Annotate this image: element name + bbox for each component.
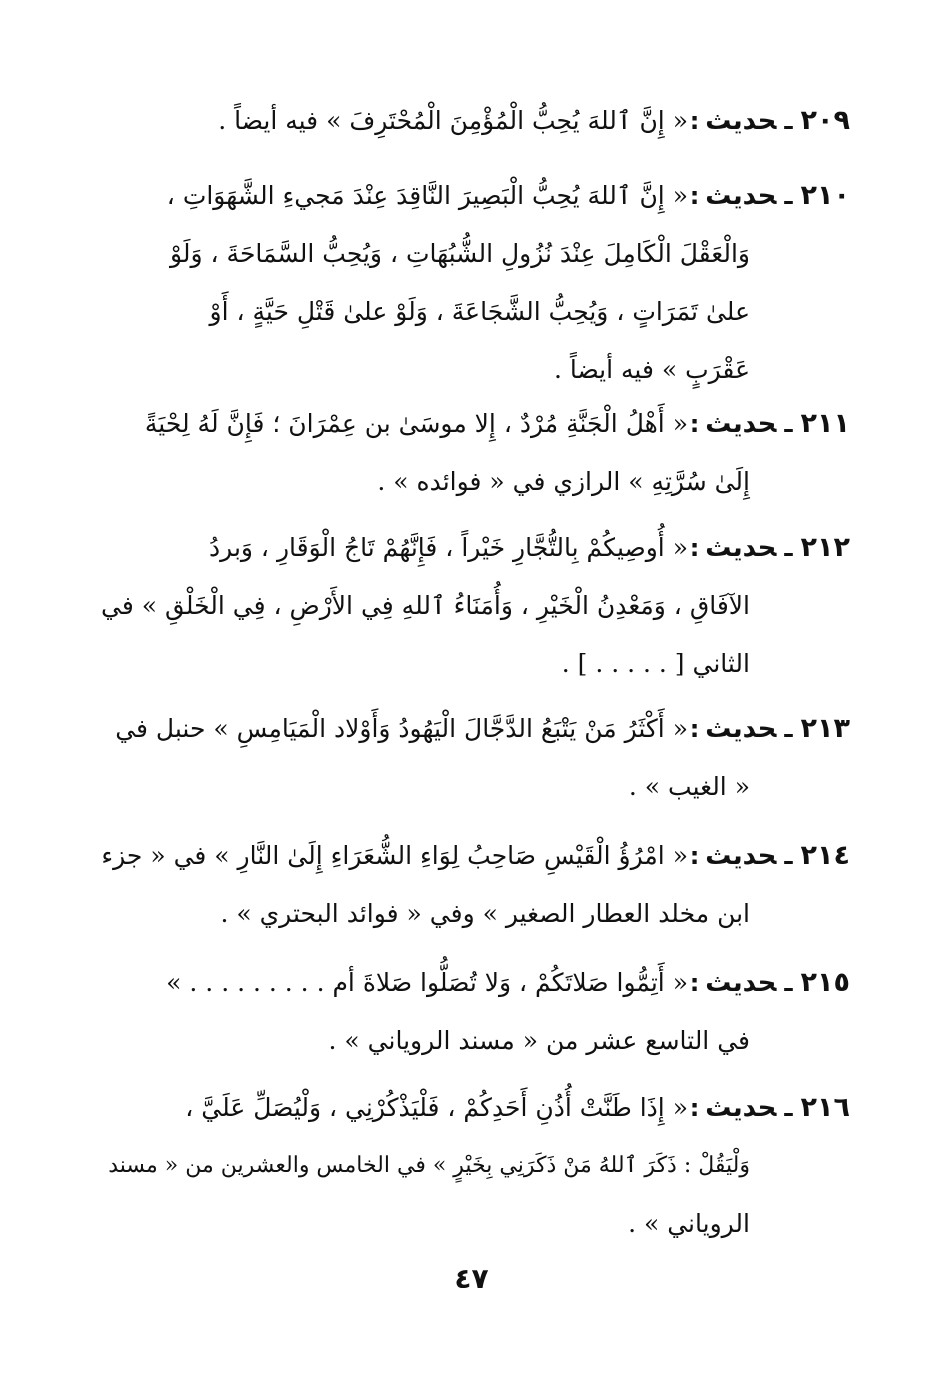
document-page [100,0,850,1375]
entry-text: « إِنَّ ٱللهَ يُحِبُّ الْمُؤْمِنَ الْمُحْتَرِفَ » فيه أيضاً . [218,106,688,135]
entry-line [100,395,850,453]
entry-heading: ٢١٥ـحديث: [689,967,850,998]
entry-line [100,1137,850,1195]
entry-heading: ٢١٣ـحديث: [689,713,850,744]
hadith-entry-214 [100,827,850,943]
entry-line [100,954,850,1012]
entry-number: ٢١٤ [800,840,850,871]
entry-label: حديث [705,106,777,136]
hadith-entry-211 [100,395,850,511]
entry-heading: ٢١٠ـحديث: [689,180,850,211]
entry-text: « الغيب » . [628,772,750,801]
entry-number: ٢١١ [800,408,850,439]
entry-line [100,758,850,816]
entry-label: حديث [705,533,777,563]
entry-label: حديث [705,1093,777,1123]
entry-text: علىٰ تَمَرَاتٍ ، وَيُحِبُّ الشَّجَاعَةَ ، وَلَوْ علىٰ قَتْلِ حَيَّةٍ ، أَوْ [209,297,750,326]
hadith-entry-215 [100,954,850,1070]
entry-text: « أُوصِيكُمْ بِالتُّجَّارِ خَيْراً ، فَإِنَّهُمْ تَاجُ الْوَقَارِ ، وَبردُ [209,533,688,562]
entry-text: الروياني » . [628,1209,750,1238]
entry-text: « أَهْلُ الْجَنَّةِ مُرْدٌ ، إِلا موسَىٰ بن عِمْرَانَ ؛ فَإِنَّ لَهُ لِحْيَةً [144,409,688,438]
hadith-entry-210 [100,167,850,399]
entry-line [100,700,850,758]
entry-text: الثاني [ . . . . . ] . [561,649,750,678]
entry-text: في التاسع عشر من « مسند الروياني » . [328,1026,750,1055]
entry-text: وَلْيَقُلْ : ذَكَرَ ٱللهُ مَنْ ذَكَرَنِي بِخَيْرٍ » في الخامس والعشرين من « مسند [108,1153,750,1178]
entry-line [100,167,850,225]
entry-line [100,635,850,693]
entry-heading: ٢١٤ـحديث: [689,840,850,871]
entry-label: حديث [705,968,777,998]
entry-line [100,225,850,283]
entry-line [100,453,850,511]
entry-line [100,1195,850,1253]
entry-text: « أَكْثَرُ مَنْ يَتْبَعُ الدَّجَّالَ الْيَهُودُ وَأَوْلاد الْمَيَامِسِ » حنبل في [115,714,688,743]
entry-text: « امْرُؤُ الْقَيْسِ صَاحِبُ لِوَاءِ الشُّعَرَاءِ إِلَىٰ النَّارِ » في « جزء [101,841,688,870]
entry-text: إِلَىٰ سُرَّتِهِ » الرازي في « فوائده » . [377,467,750,496]
entry-text: « إِذَا طَنَّتْ أُذُنِ أَحَدِكُمْ ، فَلْيَذْكُرْنِي ، وَلْيُصَلِّ عَلَيَّ ، [185,1093,688,1122]
hadith-entry-212 [100,519,850,693]
entry-text: الآفَاقِ ، وَمَعْدِنُ الْخَيْرِ ، وَأُمَنَاءُ ٱللهِ فِي الأَرْضِ ، فِي الْخَلْقِ » في [101,591,750,620]
entry-line [100,1079,850,1137]
entry-label: حديث [705,181,777,211]
entry-number: ٢١٢ [800,532,850,563]
entry-text: « أَتِمُّوا صَلاتَكُمْ ، وَلا تُصَلُّوا صَلاةَ أم . . . . . . . . . » [166,968,688,997]
page-number: ٤٧ [454,1262,489,1295]
entry-heading: ٢٠٩ـحديث: [689,105,850,136]
entry-text: وَالْعَقْلَ الْكَامِلَ عِنْدَ نُزُولِ الشُّبُهَاتِ ، وَيُحِبُّ السَّمَاحَةَ ، وَلَوْ [169,239,750,268]
entry-text: « إِنَّ ٱللهَ يُحِبُّ الْبَصِيرَ النَّاقِدَ عِنْدَ مَجيءِ الشَّهَوَاتِ ، [166,181,688,210]
entry-heading: ٢١٦ـحديث: [689,1092,850,1123]
hadith-entry-209 [100,92,850,150]
entry-line [100,577,850,635]
entry-label: حديث [705,841,777,871]
entry-line [100,519,850,577]
entry-line [100,283,850,341]
hadith-entry-216 [100,1079,850,1253]
entry-text: ابن مخلد العطار الصغير » وفي « فوائد البحتري » . [220,899,750,928]
entry-text: عَقْرَبٍ » فيه أيضاً . [553,355,750,384]
entry-label: حديث [705,714,777,744]
entry-label: حديث [705,409,777,439]
hadith-entry-213 [100,700,850,816]
entry-number: ٢٠٩ [800,105,850,136]
entry-number: ٢١٠ [800,180,850,211]
entry-line [100,341,850,399]
entry-heading: ٢١٢ـحديث: [689,532,850,563]
entry-line [100,827,850,885]
entry-line [100,92,850,150]
entry-number: ٢١٥ [800,967,850,998]
entry-number: ٢١٣ [800,713,850,744]
entry-line [100,885,850,943]
entry-line [100,1012,850,1070]
entry-number: ٢١٦ [800,1092,850,1123]
entry-heading: ٢١١ـحديث: [689,408,850,439]
